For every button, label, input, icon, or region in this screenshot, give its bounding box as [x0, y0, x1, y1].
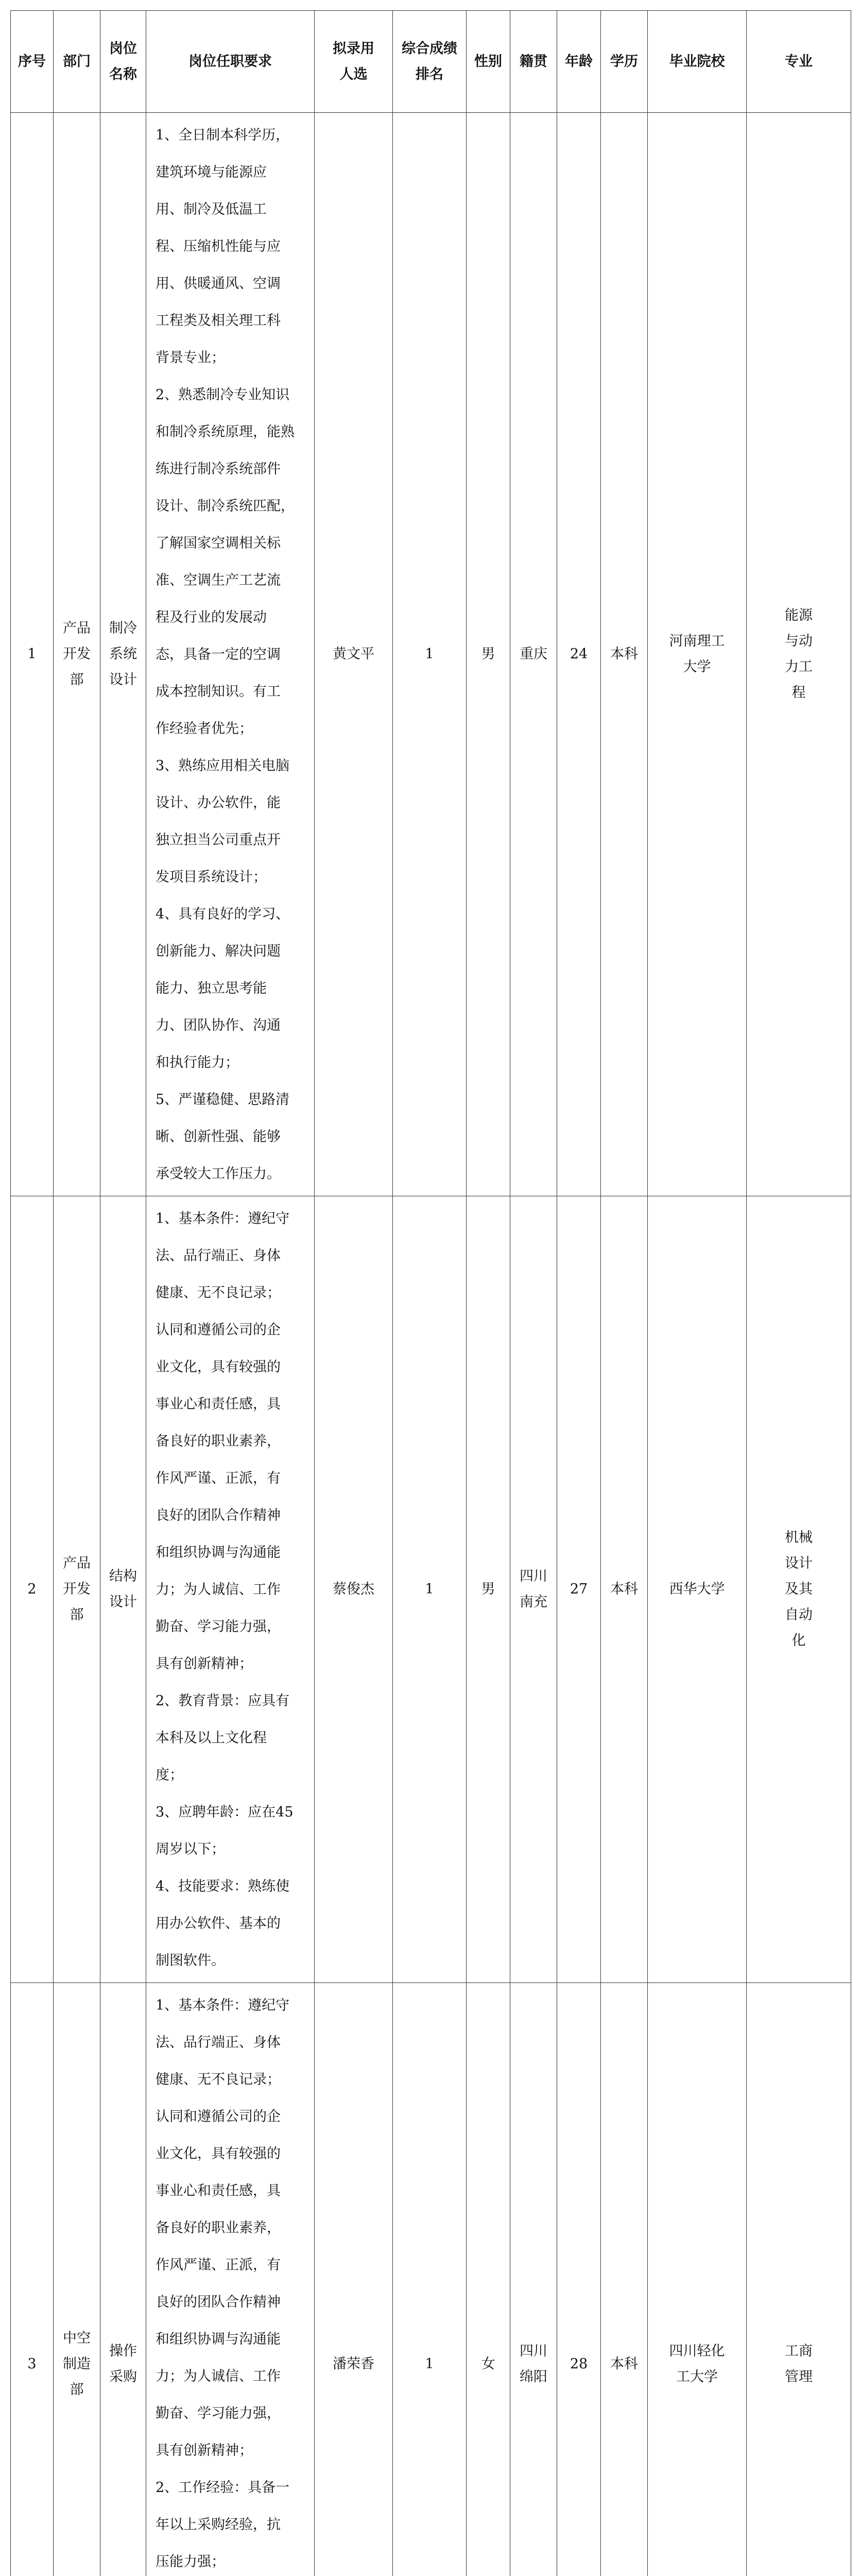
requirement-line: 了解国家空调相关标 [156, 535, 281, 551]
requirement-line: 4、技能要求：熟练使 [156, 1878, 290, 1894]
cell-school-line: 河南理工 [669, 633, 725, 649]
cell-major-line: 与动 [785, 633, 813, 649]
table-row [11, 1196, 851, 1983]
header-education: 学历 [601, 11, 648, 113]
cell-origin [510, 1196, 557, 1983]
requirement-line: 4、具有良好的学习、 [156, 906, 290, 922]
requirement-line: 2、熟悉制冷专业知识 [156, 387, 290, 403]
header-rank-line: 综合成绩 [402, 40, 457, 57]
requirement-line: 认同和遵循公司的企 [156, 1322, 281, 1338]
requirement-line: 用、制冷及低温工 [156, 201, 267, 217]
cell-school [648, 1983, 747, 2576]
requirement-line: 练进行制冷系统部件 [156, 461, 281, 477]
cell-dept-line: 部 [70, 672, 84, 688]
requirement-line: 用、供暖通风、空调 [156, 276, 281, 292]
cell-major-line: 程 [791, 685, 806, 701]
requirement-line: 建筑环境与能源应 [156, 164, 267, 180]
cell-requirements [146, 113, 315, 1196]
requirement-line: 能力、独立思考能 [156, 980, 267, 996]
cell-post-line: 系统 [109, 646, 137, 662]
cell-seq: 2 [11, 1196, 54, 1983]
requirement-line: 2、工作经验：具备一 [156, 2480, 290, 2496]
requirement-line: 勤奋、学习能力强， [156, 1619, 281, 1635]
cell-origin-line: 绵阳 [520, 2369, 547, 2385]
cell-gender: 女 [467, 1983, 510, 2576]
table-row [11, 1983, 851, 2576]
cell-age: 28 [557, 1983, 601, 2576]
cell-school-line: 大学 [683, 659, 711, 675]
requirement-line: 法、品行端正、身体 [156, 1248, 281, 1264]
cell-major-line: 化 [791, 1633, 806, 1649]
cell-major [747, 1983, 851, 2576]
requirement-line: 压能力强； [156, 2554, 225, 2570]
header-school: 毕业院校 [648, 11, 747, 113]
cell-major [747, 113, 851, 1196]
cell-major-line: 机械 [785, 1530, 813, 1546]
requirement-line: 程、压缩机性能与应 [156, 239, 281, 255]
requirement-line: 准、空调生产工艺流 [156, 572, 281, 588]
cell-major-line: 力工 [785, 659, 813, 675]
header-candidate-line: 拟录用 [333, 40, 374, 57]
header-origin: 籍贯 [510, 11, 557, 113]
header-candidate-line: 人选 [339, 66, 368, 82]
cell-gender: 男 [467, 113, 510, 1196]
requirement-line: 工程类及相关理工科 [156, 313, 281, 329]
cell-requirements [146, 1983, 315, 2576]
header-requirements: 岗位任职要求 [146, 11, 315, 113]
cell-post-line: 采购 [109, 2369, 137, 2385]
header-gender: 性别 [467, 11, 510, 113]
requirement-line: 力、团队协作、沟通 [156, 1018, 281, 1033]
cell-origin [510, 1983, 557, 2576]
requirement-line: 独立担当公司重点开 [156, 832, 281, 848]
requirement-line: 法、品行端正、身体 [156, 2035, 281, 2050]
cell-candidate: 潘荣香 [315, 1983, 393, 2576]
requirement-line: 设计、制冷系统匹配， [156, 498, 295, 514]
cell-major-line: 设计 [785, 1555, 813, 1571]
requirement-line: 良好的团队合作精神 [156, 1507, 281, 1523]
cell-dept-line: 开发 [63, 1581, 91, 1597]
requirement-line: 本科及以上文化程 [156, 1730, 267, 1746]
requirement-line: 晰、创新性强、能够 [156, 1129, 281, 1145]
cell-school [648, 1196, 747, 1983]
cell-gender: 男 [467, 1196, 510, 1983]
header-age: 年龄 [557, 11, 601, 113]
header-candidate [315, 11, 393, 113]
cell-education: 本科 [601, 1983, 648, 2576]
requirement-line: 3、熟练应用相关电脑 [156, 758, 290, 774]
recruitment-table [10, 10, 851, 2576]
cell-dept [54, 1983, 100, 2576]
requirement-line: 2、教育背景：应具有 [156, 1693, 290, 1709]
cell-requirements [146, 1196, 315, 1983]
requirement-line: 事业心和责任感，具 [156, 2183, 281, 2199]
cell-dept-line: 部 [70, 1607, 84, 1623]
cell-rank: 1 [393, 1196, 467, 1983]
cell-post-line: 设计 [109, 672, 137, 688]
requirement-line: 事业心和责任感，具 [156, 1396, 281, 1412]
cell-major-line: 管理 [785, 2369, 813, 2385]
cell-school-line: 工大学 [676, 2369, 718, 2385]
requirement-line: 周岁以下； [156, 1841, 225, 1857]
cell-dept [54, 1196, 100, 1983]
requirement-line: 和执行能力； [156, 1055, 239, 1071]
requirement-line: 力；为人诚信、工作 [156, 1582, 281, 1598]
cell-post-line: 制冷 [109, 620, 137, 636]
cell-dept-line: 产品 [63, 620, 91, 636]
requirement-line: 健康、无不良记录； [156, 2072, 281, 2088]
cell-dept-line: 部 [70, 2382, 84, 2398]
requirement-line: 1、全日制本科学历， [156, 127, 290, 143]
requirement-line: 良好的团队合作精神 [156, 2294, 281, 2310]
table-body [11, 113, 851, 2576]
requirement-line: 具有创新精神； [156, 1656, 253, 1672]
cell-origin-line: 南充 [520, 1594, 547, 1610]
cell-school-line: 西华大学 [669, 1581, 725, 1597]
cell-post [100, 113, 146, 1196]
cell-dept-line: 开发 [63, 646, 91, 662]
cell-candidate: 蔡俊杰 [315, 1196, 393, 1983]
cell-rank: 1 [393, 1983, 467, 2576]
cell-major-line: 工商 [785, 2343, 813, 2359]
header-seq: 序号 [11, 11, 54, 113]
header-post [100, 11, 146, 113]
requirement-line: 力；为人诚信、工作 [156, 2368, 281, 2384]
cell-post-line: 结构 [109, 1568, 137, 1584]
cell-origin-line: 四川 [520, 2343, 547, 2359]
requirement-line: 年以上采购经验，抗 [156, 2517, 281, 2533]
requirement-line: 认同和遵循公司的企 [156, 2109, 281, 2125]
header-post-line: 名称 [109, 66, 137, 82]
requirement-line: 用办公软件、基本的 [156, 1916, 281, 1931]
requirement-line: 成本控制知识。有工 [156, 684, 281, 700]
cell-school [648, 113, 747, 1196]
header-major: 专业 [747, 11, 851, 113]
requirement-line: 3、应聘年龄：应在45 [156, 1804, 294, 1820]
cell-post-line: 设计 [109, 1594, 137, 1610]
cell-school-line: 四川轻化 [669, 2343, 725, 2359]
cell-origin-line: 四川 [520, 1568, 547, 1584]
cell-dept [54, 113, 100, 1196]
cell-post [100, 1983, 146, 2576]
table-row [11, 113, 851, 1196]
cell-major-line: 及其 [785, 1581, 813, 1597]
cell-post-line: 操作 [109, 2343, 137, 2359]
requirement-line: 作经验者优先； [156, 721, 253, 737]
cell-dept-line: 制造 [63, 2356, 91, 2372]
requirement-line: 具有创新精神； [156, 2443, 253, 2459]
cell-seq: 3 [11, 1983, 54, 2576]
requirement-line: 作风严谨、正派，有 [156, 1470, 281, 1486]
requirement-line: 制图软件。 [156, 1953, 225, 1969]
requirement-line: 承受较大工作压力。 [156, 1166, 281, 1182]
requirement-line: 1、基本条件：遵纪守 [156, 1997, 290, 2013]
header-row [11, 11, 851, 113]
cell-age: 27 [557, 1196, 601, 1983]
cell-origin [510, 113, 557, 1196]
cell-post [100, 1196, 146, 1983]
cell-major [747, 1196, 851, 1983]
requirement-line: 作风严谨、正派，有 [156, 2257, 281, 2273]
requirement-line: 态，具备一定的空调 [156, 647, 281, 663]
requirement-line: 业文化，具有较强的 [156, 2146, 281, 2162]
requirement-line: 勤奋、学习能力强， [156, 2405, 281, 2421]
header-rank-line: 排名 [416, 66, 443, 82]
requirement-line: 创新能力、解决问题 [156, 943, 281, 959]
requirement-line: 程及行业的发展动 [156, 609, 267, 625]
header-rank [393, 11, 467, 113]
requirement-line: 和组织协调与沟通能 [156, 1545, 281, 1561]
cell-candidate: 黄文平 [315, 113, 393, 1196]
cell-major-line: 能源 [785, 607, 813, 623]
requirement-line: 和制冷系统原理，能熟 [156, 424, 295, 440]
cell-education: 本科 [601, 113, 648, 1196]
cell-seq: 1 [11, 113, 54, 1196]
requirement-line: 背景专业； [156, 350, 225, 366]
header-post-line: 岗位 [109, 40, 137, 57]
header-dept: 部门 [54, 11, 100, 113]
cell-origin-line: 重庆 [520, 646, 547, 662]
requirement-line: 健康、无不良记录； [156, 1285, 281, 1301]
requirement-line: 设计、办公软件，能 [156, 795, 281, 811]
requirement-line: 业文化，具有较强的 [156, 1359, 281, 1375]
requirement-line: 备良好的职业素养， [156, 1433, 281, 1449]
cell-dept-line: 中空 [63, 2330, 91, 2346]
requirement-line: 备良好的职业素养， [156, 2220, 281, 2236]
cell-age: 24 [557, 113, 601, 1196]
requirement-line: 度； [156, 1767, 183, 1783]
requirement-line: 5、严谨稳健、思路清 [156, 1092, 290, 1108]
cell-education: 本科 [601, 1196, 648, 1983]
requirement-line: 1、基本条件：遵纪守 [156, 1211, 290, 1227]
requirement-line: 发项目系统设计； [156, 869, 267, 885]
requirement-line: 和组织协调与沟通能 [156, 2331, 281, 2347]
cell-rank: 1 [393, 113, 467, 1196]
cell-major-line: 自动 [785, 1607, 813, 1623]
cell-dept-line: 产品 [63, 1555, 91, 1571]
